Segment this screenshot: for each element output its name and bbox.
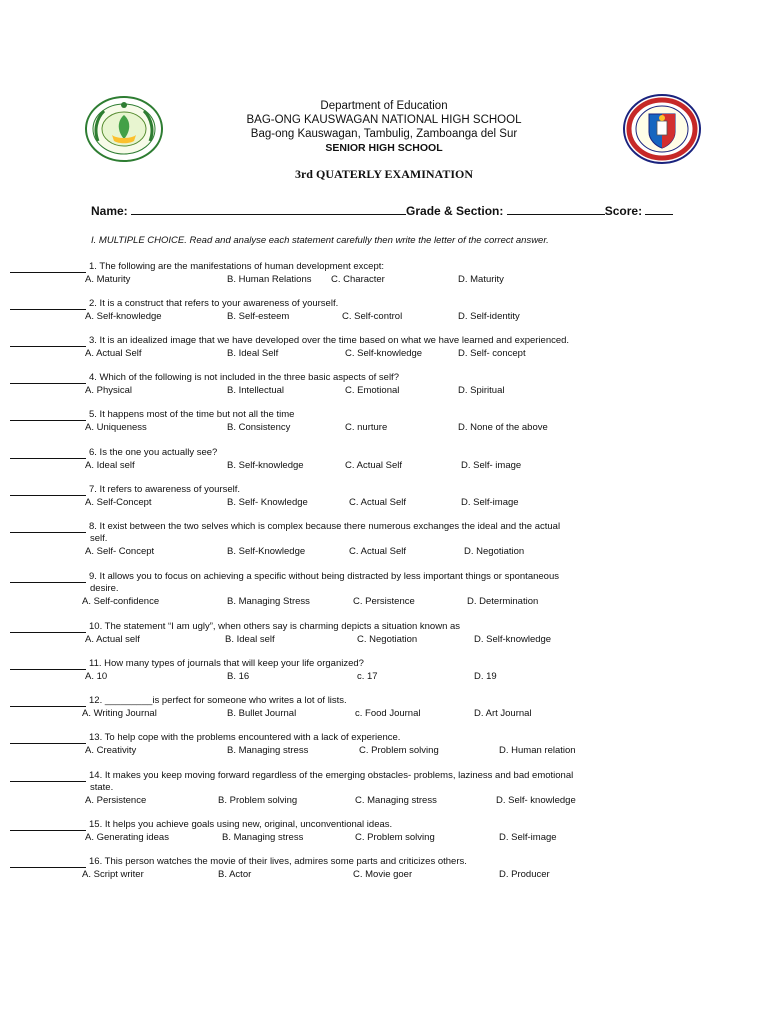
choice-c: c. Food Journal (355, 708, 421, 719)
choice-b: B. Managing Stress (227, 596, 310, 607)
choice-row (10, 496, 690, 509)
question-item (10, 856, 690, 881)
choice-row (10, 744, 690, 757)
department-name: Department of Education (320, 100, 448, 112)
choice-b: B. Consistency (227, 422, 291, 433)
choice-c: C. nurture (345, 422, 388, 433)
choice-c: C. Movie goer (353, 869, 413, 880)
answer-blank[interactable] (10, 660, 86, 670)
question-text: 8. It exist between the two selves which is complex because there numerous exchanges the ideal and the actual (89, 521, 561, 532)
question-item (10, 770, 690, 807)
answer-blank[interactable] (10, 337, 86, 347)
question-text: 2. It is a construct that refers to your awareness of yourself. (89, 298, 339, 309)
grade-section-label: Grade & Section: (406, 204, 504, 218)
choice-d: D. Negotiation (464, 546, 525, 557)
choice-a: A. 10 (85, 671, 108, 682)
choice-c: C. Character (331, 274, 385, 285)
choice-row (10, 384, 690, 397)
question-text: 13. To help cope with the problems encountered with a lack of experience. (89, 732, 401, 743)
question-text-continued: desire. (90, 583, 119, 594)
exam-title: 3rd QUATERLY EXAMINATION (294, 167, 474, 181)
choice-d: D. Human relation (499, 745, 576, 756)
grade-section-field[interactable] (507, 204, 605, 215)
choice-a: A. Uniqueness (85, 422, 147, 433)
choice-c: C. Actual Self (349, 497, 407, 508)
choice-a: A. Self-Concept (85, 497, 152, 508)
question-text: 16. This person watches the movie of their lives, admires some parts and criticizes others. (89, 856, 467, 867)
question-item (10, 261, 690, 286)
choice-row (10, 421, 690, 434)
choice-a: A. Self- Concept (85, 546, 155, 557)
choice-c: C. Negotiation (357, 634, 418, 645)
choice-d: D. Self-image (461, 497, 519, 508)
question-text: 1. The following are the manifestations of human development except: (89, 261, 385, 272)
choice-a: A. Actual Self (85, 348, 142, 359)
deped-seal-icon (622, 94, 702, 164)
answer-blank[interactable] (10, 734, 86, 744)
choice-b: B. Managing stress (227, 745, 309, 756)
question-text: 15. It helps you achieve goals using new, original, unconventional ideas. (89, 819, 393, 830)
question-item (10, 484, 690, 509)
choice-row (10, 273, 690, 286)
choice-b: B. Self-knowledge (227, 460, 304, 471)
choice-a: A. Self-confidence (82, 596, 160, 607)
answer-blank[interactable] (10, 523, 86, 533)
question-text-continued: state. (90, 782, 114, 793)
choice-d: D. Art Journal (474, 708, 532, 719)
choice-c: C. Self-knowledge (345, 348, 423, 359)
choice-b: B. Self-esteem (227, 311, 290, 322)
choice-b: B. Problem solving (218, 795, 298, 806)
question-text-continued: self. (90, 533, 108, 544)
choice-b: B. Managing stress (222, 832, 304, 843)
answer-blank[interactable] (10, 449, 86, 459)
choice-a: A. Ideal self (85, 460, 135, 471)
answer-blank[interactable] (10, 411, 86, 421)
choice-a: A. Writing Journal (82, 708, 157, 719)
school-name: BAG-ONG KAUSWAGAN NATIONAL HIGH SCHOOL (246, 114, 522, 126)
answer-blank[interactable] (10, 486, 86, 496)
choice-c: C. Problem solving (359, 745, 439, 756)
question-item (10, 819, 690, 844)
choice-d: D. Maturity (458, 274, 504, 285)
choice-d: D. None of the above (458, 422, 548, 433)
question-item (10, 732, 690, 757)
choice-row (10, 670, 690, 683)
choice-a: A. Persistence (85, 795, 147, 806)
choice-b: B. Bullet Journal (227, 708, 297, 719)
question-item (10, 372, 690, 397)
score-label: Score: (604, 204, 643, 218)
choice-a: A. Physical (85, 385, 132, 396)
document-header (150, 99, 618, 155)
choice-d: D. Self-image (499, 832, 557, 843)
choice-row (10, 545, 690, 558)
question-text: 3. It is an idealized image that we have developed over the time based on what we have learned and experienced. (89, 335, 570, 346)
question-text: 5. It happens most of the time but not all the time (89, 409, 295, 420)
choice-row (10, 310, 690, 323)
choice-row (10, 831, 690, 844)
score-field[interactable] (645, 204, 673, 215)
choice-a: A. Self-knowledge (85, 311, 162, 322)
choice-b: B. Human Relations (227, 274, 312, 285)
choice-row (10, 868, 690, 881)
answer-blank[interactable] (10, 772, 86, 782)
question-item (10, 409, 690, 434)
choice-b: B. Self- Knowledge (227, 497, 308, 508)
choice-a: A. Maturity (85, 274, 131, 285)
choice-a: A. Actual self (85, 634, 140, 645)
choice-b: B. Actor (218, 869, 252, 880)
choice-b: B. 16 (227, 671, 250, 682)
choice-row (10, 707, 690, 720)
answer-blank[interactable] (10, 697, 86, 707)
question-item (10, 695, 690, 720)
choice-b: B. Self-Knowledge (227, 546, 306, 557)
instructions: I. MULTIPLE CHOICE. Read and analyse each statement carefully then write the letter of the correct answer. (91, 235, 549, 246)
answer-blank[interactable] (10, 263, 86, 273)
choice-c: C. Actual Self (349, 546, 407, 557)
choice-c: c. 17 (357, 671, 378, 682)
name-label: Name: (91, 204, 128, 218)
choice-d: D. Producer (499, 869, 550, 880)
choice-c: C. Actual Self (345, 460, 403, 471)
choice-c: C. Self-control (342, 311, 403, 322)
choice-b: B. Intellectual (227, 385, 285, 396)
question-item (10, 621, 690, 646)
choice-a: A. Generating ideas (85, 832, 169, 843)
question-item (10, 335, 690, 360)
choice-d: D. 19 (474, 671, 497, 682)
choice-c: C. Problem solving (355, 832, 435, 843)
choice-c: C. Persistence (353, 596, 415, 607)
choice-row (10, 459, 690, 472)
choice-c: C. Emotional (345, 385, 400, 396)
choice-d: D. Determination (467, 596, 539, 607)
question-text: 10. The statement “I am ugly”, when others say is charming depicts a situation known as (89, 621, 461, 632)
choice-d: D. Self- knowledge (496, 795, 576, 806)
choice-d: D. Self-knowledge (474, 634, 552, 645)
choice-d: D. Self- image (461, 460, 522, 471)
question-item (10, 571, 690, 608)
question-text: 9. It allows you to focus on achieving a specific without being distracted by less important things or spontaneous (89, 571, 559, 582)
choice-d: D. Self-identity (458, 311, 520, 322)
question-item (10, 298, 690, 323)
choice-d: D. Self- concept (458, 348, 526, 359)
question-text: 12. _________is perfect for someone who writes a lot of lists. (89, 695, 347, 706)
question-text: 7. It refers to awareness of yourself. (89, 484, 241, 495)
choice-a: A. Creativity (85, 745, 137, 756)
choice-a: A. Script writer (82, 869, 144, 880)
answer-blank[interactable] (10, 821, 86, 831)
choice-row (10, 633, 690, 646)
choice-b: B. Ideal self (225, 634, 275, 645)
choice-row (10, 794, 690, 807)
question-item (10, 447, 690, 472)
choice-d: D. Spiritual (458, 385, 505, 396)
question-text: 11. How many types of journals that will keep your life organized? (89, 658, 364, 669)
question-item (10, 521, 690, 558)
answer-blank[interactable] (10, 374, 86, 384)
question-text: 14. It makes you keep moving forward regardless of the emerging obstacles- problems, laziness and bad emotional (89, 770, 574, 781)
name-field[interactable] (131, 204, 406, 215)
answer-blank[interactable] (10, 858, 86, 868)
question-text: 6. Is the one you actually see? (89, 447, 218, 458)
question-item (10, 658, 690, 683)
choice-c: C. Managing stress (355, 795, 437, 806)
answer-blank[interactable] (10, 573, 86, 583)
choice-b: B. Ideal Self (227, 348, 279, 359)
answer-blank[interactable] (10, 300, 86, 310)
answer-blank[interactable] (10, 623, 86, 633)
student-info-line (91, 204, 691, 218)
question-text: 4. Which of the following is not included in the three basic aspects of self? (89, 372, 399, 383)
choice-row (10, 595, 690, 608)
school-address: Bag-ong Kauswagan, Tambulig, Zamboanga del Sur (250, 128, 518, 140)
school-level: SENIOR HIGH SCHOOL (325, 142, 443, 154)
choice-row (10, 347, 690, 360)
